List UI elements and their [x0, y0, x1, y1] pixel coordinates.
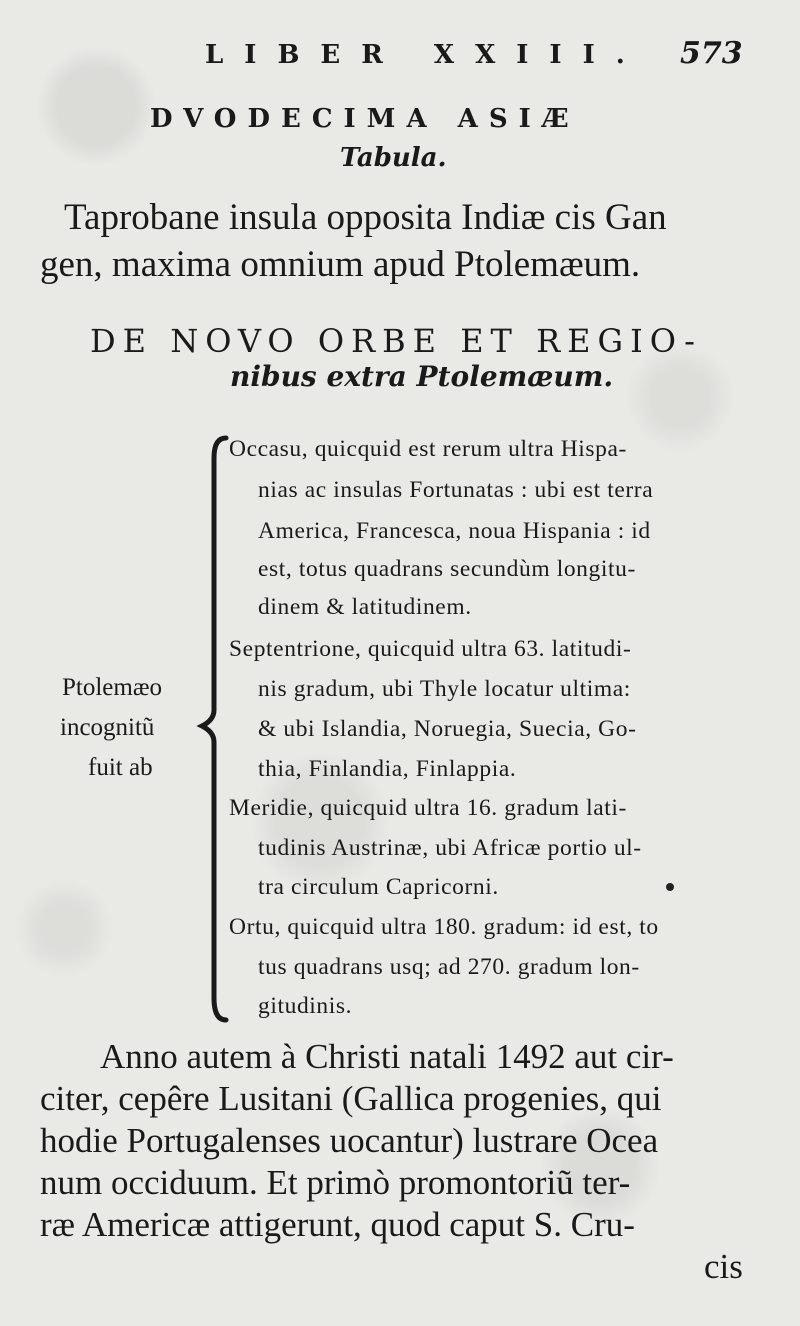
entry-line: nis gradum, ubi Thyle locatur ultima: [258, 676, 631, 702]
entry-line: Occasu, quicquid est rerum ultra Hispa- [229, 436, 627, 462]
section-subheading: nibus extra Ptolemæum. [230, 360, 614, 393]
entry-line: dinem & latitudinem. [258, 594, 472, 620]
entry-line: tus quadrans usq; ad 270. gradum lon- [258, 954, 640, 980]
entry-line: gitudinis. [258, 993, 353, 1019]
taprobane-line: gen, maxima omnium apud Ptolemæum. [40, 244, 641, 285]
table-title: DVODECIMA ASIÆ [150, 104, 580, 134]
running-head: LIBER XXIII. [205, 40, 646, 70]
taprobane-line: Taprobane insula opposita Indiæ cis Gan [64, 197, 667, 238]
paragraph-line: num occiduum. Et primò promontoriũ ter- [40, 1163, 631, 1202]
entry-line: tra circulum Capricorni. [258, 874, 499, 900]
entry-line: America, Francesca, noua Hispania : id [258, 518, 651, 544]
page-number: 573 [680, 36, 743, 71]
paragraph-line: citer, cepêre Lusitani (Gallica progenies, qui [40, 1079, 662, 1118]
paragraph-line: ræ Americæ attigerunt, quod caput S. Cru- [40, 1205, 635, 1244]
paragraph-line: cis [704, 1247, 743, 1286]
entry-line: est, totus quadrans secundùm longitu- [258, 556, 636, 582]
brace-label: fuit ab [88, 754, 153, 781]
brace-label: Ptolemæo [62, 674, 163, 701]
entry-line: Meridie, quicquid ultra 16. gradum lati- [229, 795, 627, 821]
entry-line: Septentrione, quicquid ultra 63. latitudi- [229, 636, 632, 662]
ink-spot [666, 883, 674, 891]
brace-label: incognitũ [60, 714, 155, 741]
entry-line: & ubi Islandia, Noruegia, Suecia, Go- [258, 716, 637, 742]
entry-line: nias ac insulas Fortunatas : ubi est terra [258, 477, 654, 503]
table-subtitle: Tabula. [340, 143, 447, 173]
section-heading: DE NOVO ORBE ET REGIO- [90, 322, 702, 360]
paragraph-line: Anno autem à Christi natali 1492 aut cir- [100, 1037, 674, 1076]
paragraph-line: hodie Portugalenses uocantur) lustrare Ocea [40, 1121, 659, 1160]
entry-line: Ortu, quicquid ultra 180. gradum: id est, to [229, 914, 659, 940]
entry-line: thia, Finlandia, Finlappia. [258, 756, 517, 782]
body-paragraph [40, 1036, 743, 1288]
entry-line: tudinis Austrinæ, ubi Africæ portio ul- [258, 835, 642, 861]
